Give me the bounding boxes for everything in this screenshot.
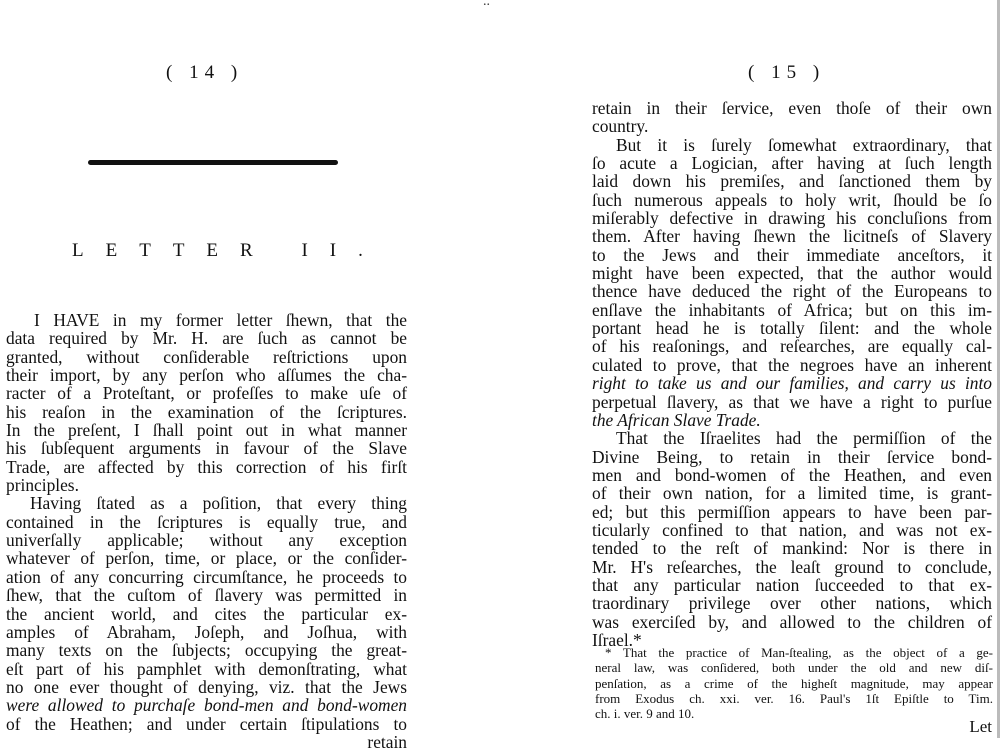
text-line: retain in their ſervice, even thoſe of their own bbox=[592, 98, 992, 118]
footnote-line: ch. i. ver. 9 and 10. bbox=[595, 706, 695, 722]
text-line: culated to prove, that the negroes have an inherent bbox=[592, 354, 992, 375]
text-line: principles. bbox=[6, 475, 79, 496]
text-line: I HAVE in my former letter ſhewn, that the bbox=[34, 310, 407, 330]
text-line: laid down his premiſes, and ſanctioned them by bbox=[592, 171, 992, 192]
text-line: ation of any concurring circumſtance, he proceeds to bbox=[6, 566, 407, 587]
text-line: their import, by any perſon who aſſumes the cha- bbox=[6, 365, 407, 386]
text-line: perpetual ſlavery, as that we have a right to purſue bbox=[592, 391, 992, 412]
text-line: contained in the ſcriptures is equally true, and bbox=[6, 511, 407, 532]
text-line: his ſubſequent arguments in favour of the Slave bbox=[6, 438, 407, 459]
text-line: But it is ſurely ſomewhat extraordinary, that bbox=[616, 134, 992, 155]
text-line: was exerciſed by, and allowed to the children of bbox=[592, 611, 992, 632]
letter-heading: LETTER II. bbox=[72, 240, 385, 261]
left-body-text bbox=[6, 311, 407, 751]
text-line: of the Heathen; and under certain ſtipulations to bbox=[6, 713, 407, 734]
text-line: Having ſtated as a poſition, that every thing bbox=[30, 493, 407, 514]
text-line: no one ever thought of denying, viz. that the Jews bbox=[6, 676, 407, 697]
text-line: ed; but this permiſſion appears to have been par- bbox=[592, 501, 992, 522]
text-line: miſerably defective in drawing his concluſions from bbox=[592, 208, 992, 229]
text-line: univerſally applicable; without any exception bbox=[6, 530, 407, 551]
text-line: granted, without conſiderable reſtrictions upon bbox=[6, 346, 407, 367]
page-number-right: ( 15 ) bbox=[748, 62, 826, 83]
text-line: In the preſent, I ſhall point out in what manner bbox=[6, 420, 407, 441]
text-line: tended to the reſt of mankind: Nor is there in bbox=[592, 538, 992, 559]
text-line: might have been expected, that the author would bbox=[592, 263, 992, 284]
footnote-line: neral law, was conſidered, both under the old and new diſ- bbox=[595, 660, 993, 676]
text-line: amples of Abraham, Joſeph, and Joſhua, with bbox=[6, 621, 407, 642]
text-line: ſhew, that the cuſtom of ſlavery was permitted in bbox=[6, 585, 407, 606]
text-line: enſlave the inhabitants of Africa; but on this im- bbox=[592, 299, 992, 320]
text-line: Mr. H's reſearches, the leaſt ground to conclude, bbox=[592, 556, 992, 577]
footnote-line: from Exodus ch. xxi. ver. 16. Paul's 1ſt Epiſtle to Tim. bbox=[595, 690, 993, 706]
text-line: traordinary privilege over other nations, which bbox=[592, 593, 992, 614]
right-body-text bbox=[592, 99, 992, 649]
page-number-left: ( 14 ) bbox=[166, 62, 244, 83]
text-line: many texts on the ſubjects; occupying the great- bbox=[6, 640, 407, 661]
right-page bbox=[500, 0, 1000, 738]
text-line: Divine Being, to retain in their ſervice bond- bbox=[592, 446, 992, 467]
text-line: to the Jews and their immediate anceſtors, it bbox=[592, 244, 992, 265]
ornamental-rule bbox=[88, 160, 338, 165]
text-line: Iſrael.* bbox=[592, 629, 642, 650]
text-line: Trade, are affected by this correction of his firſt bbox=[6, 456, 407, 477]
footnote bbox=[595, 645, 993, 721]
text-line: were allowed to purchaſe bond-men and bond-women bbox=[6, 695, 407, 716]
text-line: That the Iſraelites had the permiſſion of the bbox=[616, 428, 992, 449]
text-line: them. After having ſhewn the licitneſs of Slavery bbox=[592, 226, 992, 247]
text-line: data required by Mr. H. are ſuch as cannot be bbox=[6, 328, 407, 349]
text-line: eſt part of his pamphlet with demonſtrating, what bbox=[6, 658, 407, 679]
text-line: men and bond-women of the Heathen, and even bbox=[592, 464, 992, 485]
text-line: right to take us and our families, and carry us into bbox=[592, 373, 992, 394]
text-line: ſuch numerous appeals to holy writ, ſhould be ſo bbox=[592, 189, 992, 210]
text-line: ticularly confined to that nation, and was not ex- bbox=[592, 519, 992, 540]
text-line: whatever of perſon, time, or place, or the conſider- bbox=[6, 548, 407, 569]
text-line: of his reaſonings, and reſearches, are equally cal- bbox=[592, 336, 992, 357]
text-line: thence have deduced the right of the Europeans to bbox=[592, 281, 992, 302]
text-line: that any particular nation ſucceeded to that ex- bbox=[592, 574, 992, 595]
footnote-line: penſation, as a crime of the higheſt magnitude, may appear bbox=[595, 675, 993, 691]
text-line: racter of a Proteſtant, or profeſſes to make uſe of bbox=[6, 383, 407, 404]
text-line: ſo acute a Logician, after having at ſuch length bbox=[592, 153, 992, 174]
text-line: portant head he is totally ſilent: and the whole bbox=[592, 318, 992, 339]
catchword-right: Let bbox=[969, 717, 992, 736]
text-line: his reaſon in the examination of the ſcriptures. bbox=[6, 401, 407, 422]
text-line: country. bbox=[592, 116, 649, 137]
top-center-mark: .. bbox=[483, 0, 490, 9]
text-line: the ancient world, and cites the particular ex- bbox=[6, 603, 407, 624]
footnote-line: * That the practice of Man-ſtealing, as the object of a ge- bbox=[605, 645, 993, 660]
text-line: of their own nation, for a limited time, is grant- bbox=[592, 483, 992, 504]
text-line: the African Slave Trade. bbox=[592, 409, 761, 430]
catchword-left: retain bbox=[367, 731, 407, 752]
